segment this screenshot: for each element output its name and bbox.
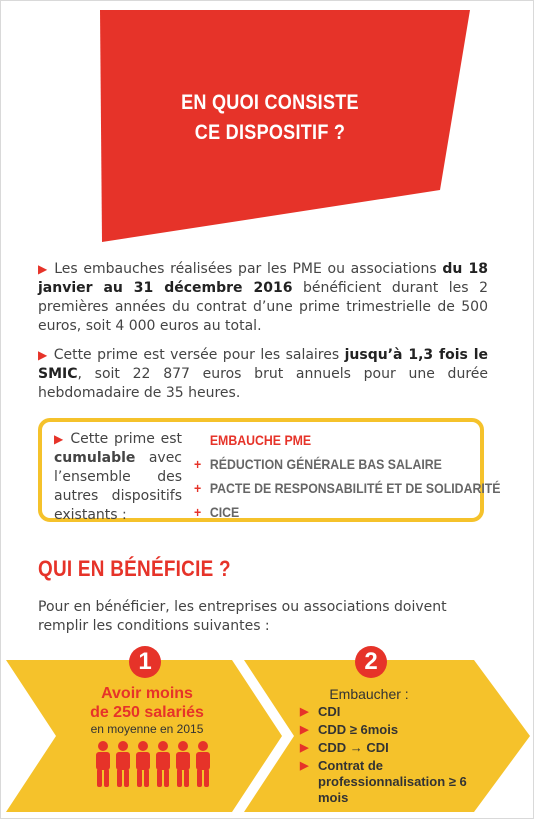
plus-icon: +	[194, 480, 202, 496]
plus-icon: +	[194, 504, 202, 520]
dispositif-item: + RÉDUCTION GÉNÉRALE BAS SALAIRE	[194, 452, 449, 476]
plus-icon: +	[194, 456, 202, 472]
contract-item: ▶ CDD ≥ 6mois	[300, 722, 399, 737]
condition1-title: Avoir moins de 250 salariés	[90, 685, 204, 721]
dispositif-item: + CICE	[194, 500, 449, 524]
paragraph-prime: ▶ Cette prime est versée pour les salaires jusqu’à 1,3 fois le SMIC, soit 22 877 euros brut annuels pour une durée hebdomadaire de 35 heures.	[38, 347, 489, 401]
contract-item: ▶ CDD → CDI	[300, 740, 389, 755]
condition1-subtitle: en moyenne en 2015	[90, 722, 204, 736]
dispositif-item: + PACTE DE RESPONSABILITÉ ET DE SOLIDARITÉ	[194, 476, 449, 500]
triangle-right-icon: ▶	[300, 724, 309, 736]
paragraph-embauches: ▶ Les embauches réalisées par les PME ou associations du 18 janvier au 31 décembre 2016 bénéficient durant les 2 premières années du contrat d’une prime trimestrielle de 500 euros, soit 4 000 euros au total.	[38, 261, 488, 334]
cumulable-text: ▶ Cette prime est cumulable avec l’ensemble des autres dispositifs existants :	[54, 431, 182, 523]
triangle-right-icon: ▶	[300, 742, 309, 754]
banner-title-line2: CE DISPOSITIF ?	[194, 121, 346, 144]
condition-number-2: 2	[355, 646, 387, 678]
triangle-right-icon: ▶	[38, 262, 49, 276]
dispositif-item: EMBAUCHE PME	[209, 432, 312, 448]
triangle-right-icon: ▶	[54, 432, 65, 446]
triangle-right-icon: ▶	[38, 348, 49, 362]
contract-item: ▶ Contrat de professionnalisation ≥ 6 mois	[300, 758, 467, 805]
triangle-right-icon: ▶	[300, 706, 309, 718]
contract-item: ▶ CDI	[300, 704, 341, 719]
condition-number-1: 1	[129, 646, 161, 678]
banner-title-line1: EN QUOI CONSISTE	[181, 91, 359, 114]
condition2-heading: Embaucher :	[329, 686, 409, 702]
triangle-right-icon: ▶	[300, 760, 309, 772]
section-title: QUI EN BÉNÉFICIE ?	[38, 556, 231, 581]
section-intro: Pour en bénéficier, les entreprises ou associations doivent remplir les conditions suivantes :	[38, 599, 447, 634]
people-group-icon	[93, 740, 213, 790]
condition2-list	[300, 704, 500, 808]
